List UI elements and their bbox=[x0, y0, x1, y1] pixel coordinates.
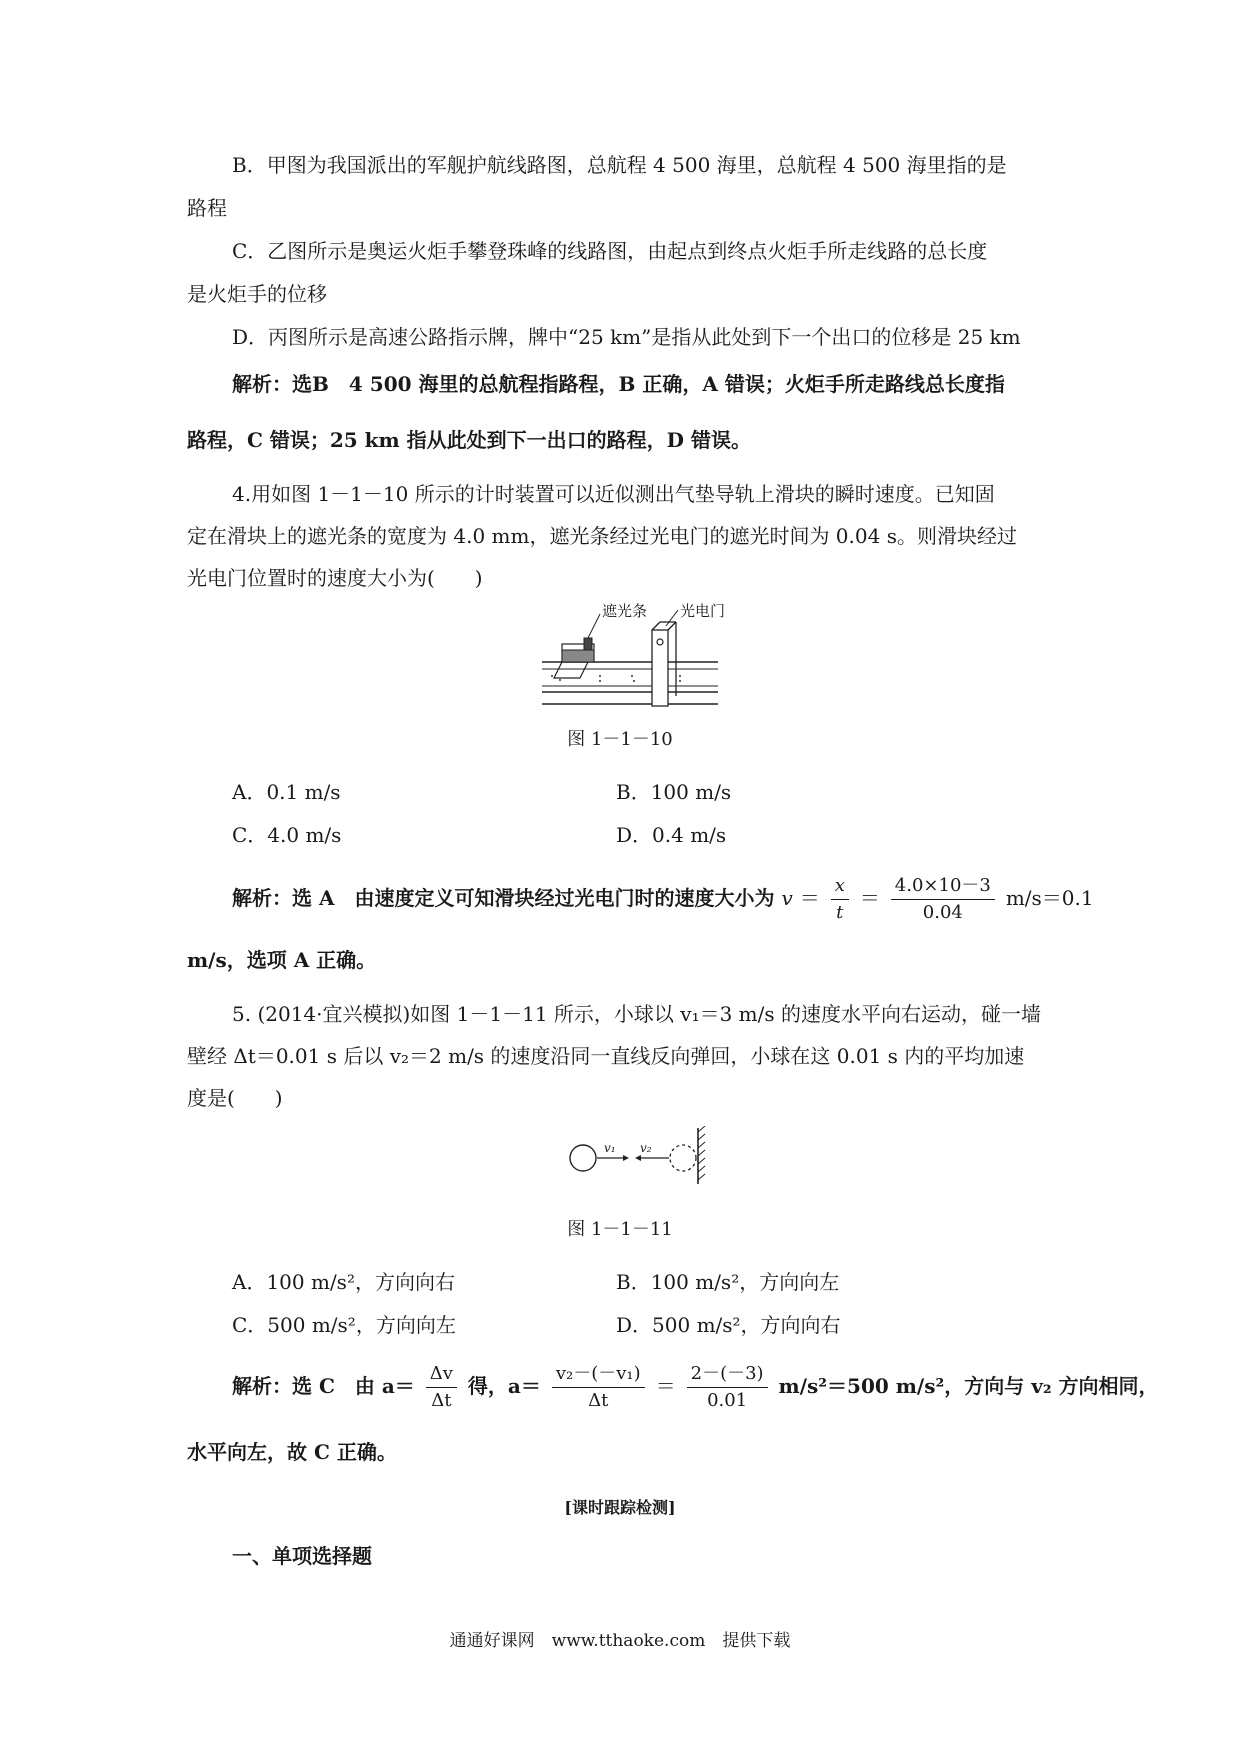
figure-label-v1: v₁ bbox=[604, 1141, 616, 1155]
q5-solution-suffix: m/s²＝500 m/s²，方向与 v₂ 方向相同， bbox=[778, 1373, 1159, 1398]
q4-solution-eq1: ＝ bbox=[799, 885, 820, 910]
q4-solution-line2: m/s，选项 A 正确。 bbox=[187, 948, 377, 972]
q5-frac1-num: Δv bbox=[426, 1364, 457, 1388]
q3-solution-line1: 解析：选B 4 500 海里的总航程指路程，B 正确，A 错误；火炬手所走路线总长度指 bbox=[232, 372, 1005, 396]
q5-frac3-num: 2－(－3) bbox=[687, 1364, 768, 1388]
q3-option-b-line2: 路程 bbox=[187, 196, 227, 220]
q4-stem-line1: 4.用如图 1－1－10 所示的计时装置可以近似测出气垫导轨上滑块的瞬时速度。已知固 bbox=[232, 482, 995, 506]
q4-solution-suffix: m/s＝0.1 bbox=[1005, 885, 1094, 910]
section-title: 一、单项选择题 bbox=[232, 1544, 372, 1568]
q3-solution-line2: 路程，C 错误；25 km 指从此处到下一出口的路程，D 错误。 bbox=[187, 428, 751, 452]
q4-figure-caption: 图 1－1－10 bbox=[567, 729, 673, 750]
q4-solution-v: v bbox=[781, 885, 793, 910]
q5-frac2-num: v₂－(－v₁) bbox=[552, 1364, 645, 1388]
q5-solution-line2: 水平向左，故 C 正确。 bbox=[187, 1440, 397, 1464]
q5-stem-line1: 5. (2014·宜兴模拟)如图 1－1－11 所示，小球以 v₁＝3 m/s 的速度水平向右运动，碰一墙 bbox=[232, 1002, 1041, 1026]
q4-fraction-value bbox=[891, 876, 995, 923]
q5-option-c: C．500 m/s²，方向向左 bbox=[232, 1313, 456, 1337]
q4-frac1-num: x bbox=[831, 876, 849, 900]
q4-option-b: B．100 m/s bbox=[616, 780, 732, 804]
q4-solution-eq2: ＝ bbox=[859, 885, 880, 910]
q4-frac1-den: t bbox=[836, 901, 844, 923]
q4-stem-line3: 光电门位置时的速度大小为( ) bbox=[187, 566, 483, 590]
q4-solution-prefix: 解析：选 A 由速度定义可知滑块经过光电门时的速度大小为 bbox=[232, 885, 782, 910]
figure-label-shade-strip: 遮光条 bbox=[602, 602, 648, 620]
q5-frac2-den: Δt bbox=[588, 1389, 609, 1411]
q4-option-d: D．0.4 m/s bbox=[616, 823, 727, 847]
q3-option-c-line1: C．乙图所示是奥运火炬手攀登珠峰的线路图，由起点到终点火炬手所走线路的总长度 bbox=[232, 239, 988, 263]
q5-solution-mid: 得，a＝ bbox=[467, 1373, 541, 1398]
q5-fraction-velocity-change bbox=[552, 1364, 645, 1411]
q5-frac3-den: 0.01 bbox=[707, 1389, 748, 1411]
figure-label-photogate: 光电门 bbox=[680, 602, 726, 620]
q5-option-d: D．500 m/s²，方向向右 bbox=[616, 1313, 841, 1337]
footer-credit: 通通好课网 www.tthaoke.com 提供下载 bbox=[449, 1631, 791, 1651]
q5-frac1-den: Δt bbox=[431, 1389, 452, 1411]
ball-wall-figure bbox=[565, 1126, 725, 1186]
q5-option-a: A．100 m/s²，方向向右 bbox=[232, 1270, 455, 1294]
q3-option-b-line1: B．甲图为我国派出的军舰护航线路图，总航程 4 500 海里，总航程 4 500 海里指的是 bbox=[232, 153, 1007, 177]
figure-label-v2: v₂ bbox=[640, 1141, 652, 1155]
q4-frac2-den: 0.04 bbox=[922, 901, 963, 923]
q5-solution-line1 bbox=[232, 1364, 1159, 1411]
q5-figure-caption: 图 1－1－11 bbox=[567, 1219, 673, 1240]
q3-option-d: D．丙图所示是高速公路指示牌，牌中“25 km”是指从此处到下一个出口的位移是 25 km bbox=[232, 325, 1021, 349]
q5-solution-eq: ＝ bbox=[655, 1373, 676, 1398]
section-header: [课时跟踪检测] bbox=[564, 1498, 676, 1517]
q4-stem-line2: 定在滑块上的遮光条的宽度为 4.0 mm，遮光条经过光电门的遮光时间为 0.04 s。则滑块经过 bbox=[187, 524, 1017, 548]
q5-fraction-values bbox=[687, 1364, 768, 1411]
q5-solution-prefix: 解析：选 C 由 a＝ bbox=[232, 1373, 415, 1398]
q4-option-c: C．4.0 m/s bbox=[232, 823, 342, 847]
q5-fraction-dv-dt bbox=[426, 1364, 457, 1411]
q5-option-b: B．100 m/s²，方向向左 bbox=[616, 1270, 840, 1294]
q5-stem-line2: 壁经 Δt＝0.01 s 后以 v₂＝2 m/s 的速度沿同一直线反向弹回，小球在这 0.01 s 内的平均加速 bbox=[187, 1044, 1025, 1068]
q5-stem-line3: 度是( ) bbox=[187, 1086, 283, 1110]
q3-option-c-line2: 是火炬手的位移 bbox=[187, 282, 327, 306]
q4-fraction-x-over-t bbox=[831, 876, 849, 923]
q4-frac2-num: 4.0×10－3 bbox=[891, 876, 995, 900]
q4-option-a: A．0.1 m/s bbox=[232, 780, 341, 804]
q4-solution-line1 bbox=[232, 876, 1094, 923]
